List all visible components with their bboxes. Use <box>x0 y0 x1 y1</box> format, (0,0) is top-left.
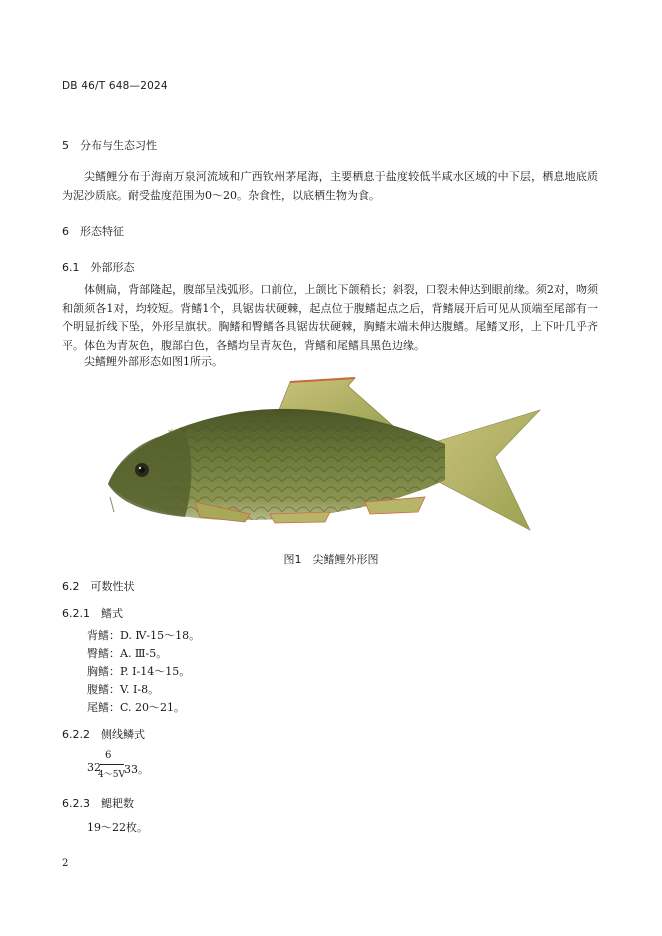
fin-formula-anal: 臀鳍：A. Ⅲ-5。 <box>87 647 168 660</box>
fin-formula-list <box>87 627 200 717</box>
section-6-2-1-heading: 6.2.1 鳍式 <box>62 607 123 620</box>
fin-formula-pectoral: 胸鳍：P. Ⅰ-14～15。 <box>87 665 191 678</box>
section-5-paragraph: 尖鳍鲤分布于海南万泉河流域和广西钦州茅尾海，主要栖息于盐度较低半咸水区域的中下层，栖息地底质为泥沙质底。耐受盐度范围为0～20。杂食性，以底栖生物为食。 <box>62 170 598 202</box>
document-header-code: DB 46/T 648—2024 <box>62 80 168 92</box>
fish-illustration <box>100 372 550 532</box>
section-5-heading: 5 分布与生态习性 <box>62 139 157 152</box>
section-6-2-heading: 6.2 可数性状 <box>62 580 135 593</box>
section-6-1-paragraph: 体侧扁，背部隆起，腹部呈浅弧形。口前位，上颌比下颌稍长；斜裂，口裂未伸达到眼前缘。须2对，吻须和颌须各1对，均较短。背鳍1个，具锯齿状硬棘，起点位于腹鳍起点之后，背鳍展开后可见从顶端至尾部有一个明显折线下坠，外形呈旗状。胸鳍和臀鳍各具锯齿状硬棘，胸鳍末端未伸达腹鳍。尾鳍叉形，上下叶几乎齐平。体色为青灰色，腹部白色，各鳍均呈青灰色，背鳍和尾鳍具黑色边缘。 <box>62 283 598 352</box>
section-6-1-heading: 6.1 外部形态 <box>62 261 135 274</box>
gill-raker-count: 19～22枚。 <box>87 821 148 834</box>
scale-formula-bottom: 4～5V <box>98 770 125 780</box>
section-6-2-2-heading: 6.2.2 侧线鳞式 <box>62 728 145 741</box>
scale-formula-right: 33。 <box>124 763 149 776</box>
scale-formula-left: 32 <box>87 761 101 774</box>
section-6-1-figure-reference: 尖鳍鲤外部形态如图1所示。 <box>84 355 223 368</box>
scale-formula-top: 6 <box>105 750 112 761</box>
fin-formula-dorsal: 背鳍：D. Ⅳ-15～18。 <box>87 629 201 642</box>
fin-formula-pelvic: 腹鳍：V. Ⅰ-8。 <box>87 683 160 696</box>
lateral-line-scale-formula <box>87 750 207 782</box>
caudal-fin <box>435 410 540 530</box>
page-number: 2 <box>62 858 69 869</box>
section-6-heading: 6 形态特征 <box>62 225 124 238</box>
figure-1-caption: 图1 尖鳍鲤外形图 <box>283 553 379 566</box>
figure-1-fish-image <box>100 372 550 532</box>
scale-formula-bar <box>100 764 124 765</box>
section-6-2-3-heading: 6.2.3 鳃耙数 <box>62 797 134 810</box>
pelvic-fin <box>270 512 330 523</box>
fin-formula-caudal: 尾鳍：C. 20～21。 <box>87 701 186 714</box>
